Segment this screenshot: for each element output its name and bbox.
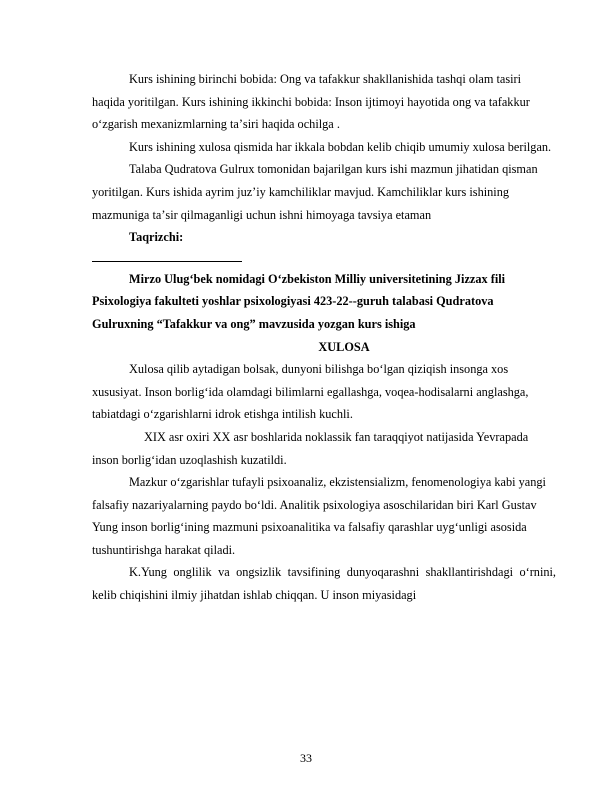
paragraph-review-assessment: Talaba Qudratova Gulrux tomonidan bajarilgan kurs ishi mazmun jihatidan qisman yoritilgan. Kurs ishida ayrim juzʼiy kamchiliklar mavjud. Kamchiliklar kurs ishining mazmuniga taʼsir qilmaganligi uchun ishni himoyaga tavsiya etaman (92, 162, 538, 222)
paragraph-conclusion-3: Mazkur oʻzgarishlar tufayli psixoanaliz, ekzistensializm, fenomenologiya kabi yangi falsafiy nazariyalarning paydo boʻldi. Analitik psixologiya asoschilaridan biri Karl Gustav Yung inson borligʻining mazmuni psixoanalitika va falsafiy qarashlar uygʻunligi asosida tushuntirishga harakat qiladi. (92, 475, 546, 557)
section-title: XULOSA (318, 339, 370, 354)
page-number: 33 (300, 751, 312, 765)
paragraph-conclusion-2: XIX asr oxiri XX asr boshlarida noklassik fan taraqqiyot natijasida Yevrapada inson borligʻidan uzoqlashish kuzatildi. (92, 429, 529, 467)
paragraph-conclusion-4: K.Yung onglilik va ongsizlik tavsifining dunyoqarashni shakllantirishdagi oʻrnini, kelib chiqishini ilmiy jihatdan ishlab chiqqan. U inson miyasidagi (92, 565, 556, 603)
review-heading: Mirzo Ulugʻbek nomidagi Oʻzbekiston Milliy universitetining Jizzax fili Psixologiya fakulteti yoshlar psixologiyasi 423-22--guruh talabasi Qudratova Gulruxning “Tafakkur va ong” mavzusida yozgan kurs ishiga (92, 271, 506, 331)
paragraph-conclusion-1: Xulosa qilib aytadigan bolsak, dunyoni bilishga boʻlgan qiziqish insonga xos xususiyat. Inson borligʻida olamdagi bilimlarni egallashga, voqea-hodisalarni anglashga, tabiatdagi oʻzgarishlarni idrok etishga intilish kuchli. (92, 362, 529, 422)
signature-line (92, 261, 242, 262)
paragraph-conclusion-summary: Kurs ishining xulosa qismida har ikkala bobdan kelib chiqib umumiy xulosa berilgan. (129, 139, 552, 154)
document-page (92, 68, 556, 607)
paragraph-chapters-summary: Kurs ishining birinchi bobida: Ong va tafakkur shakllanishida tashqi olam tasiri haqida yoritilgan. Kurs ishining ikkinchi bobida: Inson ijtimoyi hayotida ong va tafakkur oʻzgarish mexanizmlarning taʼsiri haqida ochilga . (92, 72, 530, 132)
reviewer-label: Taqrizchi: (129, 230, 184, 245)
